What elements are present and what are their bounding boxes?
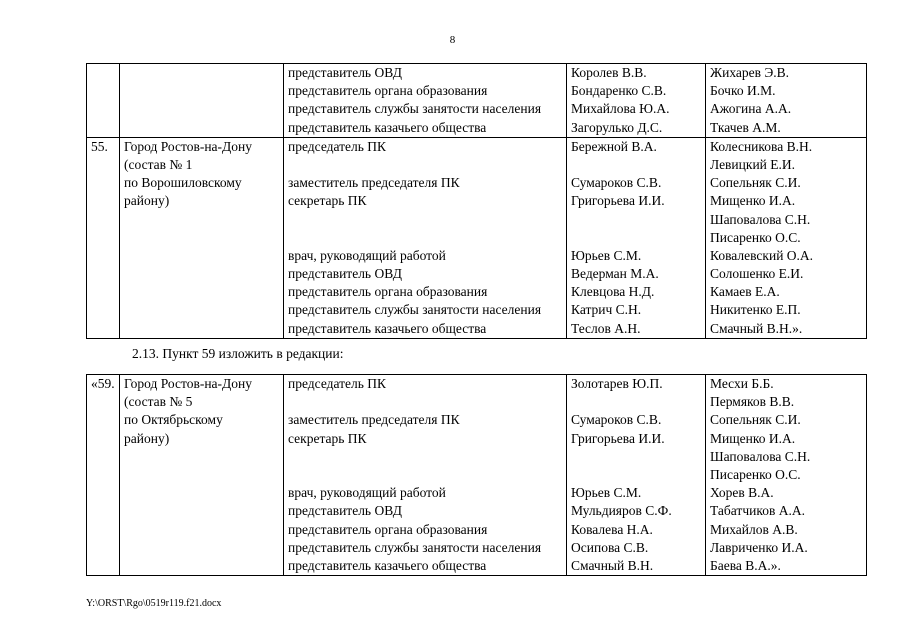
table-row bbox=[87, 137, 867, 338]
reserve-name: Месхи Б.Б. bbox=[710, 376, 774, 391]
role-line: секретарь ПК bbox=[288, 430, 367, 446]
area-line: району) bbox=[124, 193, 170, 209]
roles-cell bbox=[284, 64, 567, 138]
row-number: 55. bbox=[91, 138, 108, 154]
member-name: Осипова С.В. bbox=[571, 539, 649, 555]
row-number-cell bbox=[87, 64, 120, 138]
reserve-names-cell bbox=[706, 375, 867, 576]
area-line: Город Ростов-на-Дону bbox=[124, 138, 252, 154]
member-name: Королев В.В. bbox=[571, 65, 647, 80]
commission-table-bottom bbox=[86, 374, 867, 576]
member-name bbox=[571, 156, 701, 174]
member-name: Сумароков С.В. bbox=[571, 175, 662, 191]
member-name bbox=[571, 229, 701, 247]
roles-cell bbox=[284, 375, 567, 576]
reserve-name: Михайлов А.В. bbox=[710, 521, 798, 537]
member-name: Загорулько Д.С. bbox=[571, 119, 663, 135]
role-line: председатель ПК bbox=[288, 138, 387, 154]
role-line bbox=[288, 393, 562, 411]
reserve-name: Пермяков В.В. bbox=[710, 394, 795, 410]
member-name: Мульдияров С.Ф. bbox=[571, 503, 672, 519]
member-name: Ведерман М.А. bbox=[571, 266, 659, 282]
reserve-name: Жихарев Э.В. bbox=[710, 65, 790, 80]
reserve-name: Солошенко Е.И. bbox=[710, 266, 804, 282]
reserve-name: Писаренко О.С. bbox=[710, 229, 801, 245]
role-line bbox=[288, 211, 562, 229]
reserve-name: Ткачев А.М. bbox=[710, 119, 781, 135]
reserve-name: Бочко И.М. bbox=[710, 83, 776, 99]
commission-table-top bbox=[86, 63, 867, 339]
area-line: Город Ростов-на-Дону bbox=[124, 376, 252, 391]
member-name: Катрич С.Н. bbox=[571, 302, 642, 318]
role-line: представитель службы занятости населения bbox=[288, 101, 542, 117]
member-name bbox=[571, 211, 701, 229]
role-line: представитель органа образования bbox=[288, 521, 488, 537]
member-name: Бондаренко С.В. bbox=[571, 83, 667, 99]
member-name: Юрьев С.М. bbox=[571, 247, 642, 263]
role-line bbox=[288, 229, 562, 247]
reserve-name: Колесникова В.Н. bbox=[710, 138, 813, 154]
role-line: представитель службы занятости населения bbox=[288, 302, 542, 318]
role-line: председатель ПК bbox=[288, 376, 387, 391]
role-line: заместитель председателя ПК bbox=[288, 175, 460, 191]
reserve-name: Ковалевский О.А. bbox=[710, 247, 814, 263]
role-line: представитель казачьего общества bbox=[288, 119, 487, 135]
row-number: «59. bbox=[91, 376, 115, 391]
reserve-name: Хорев В.А. bbox=[710, 485, 774, 501]
reserve-name: Сопельняк С.И. bbox=[710, 175, 801, 191]
reserve-name: Баева В.А.». bbox=[710, 557, 781, 573]
role-line: представитель органа образования bbox=[288, 284, 488, 300]
member-name: Сумароков С.В. bbox=[571, 412, 662, 428]
role-line: врач, руководящий работой bbox=[288, 247, 446, 263]
reserve-name: Смачный В.Н.». bbox=[710, 320, 803, 336]
amendment-paragraph: 2.13. Пункт 59 изложить в редакции: bbox=[132, 346, 344, 361]
member-names-cell bbox=[567, 64, 706, 138]
member-name bbox=[571, 466, 701, 484]
member-name: Михайлова Ю.А. bbox=[571, 101, 670, 117]
reserve-name: Левицкий Е.И. bbox=[710, 156, 796, 172]
table-row bbox=[87, 375, 867, 576]
reserve-name: Мищенко И.А. bbox=[710, 430, 796, 446]
area-line: (состав № 5 bbox=[124, 394, 193, 410]
role-line: представитель ОВД bbox=[288, 65, 402, 80]
reserve-name: Ажогина А.А. bbox=[710, 101, 792, 117]
role-line: представитель ОВД bbox=[288, 266, 402, 282]
reserve-name: Сопельняк С.И. bbox=[710, 412, 801, 428]
reserve-names-cell bbox=[706, 137, 867, 338]
area-line: (состав № 1 bbox=[124, 156, 193, 172]
role-line bbox=[288, 466, 562, 484]
role-line: представитель казачьего общества bbox=[288, 320, 487, 336]
reserve-name: Табатчиков А.А. bbox=[710, 503, 805, 519]
member-name: Теслов А.Н. bbox=[571, 320, 641, 336]
reserve-name: Лавриченко И.А. bbox=[710, 539, 808, 555]
member-name bbox=[571, 448, 701, 466]
area-line: по Октябрьскому bbox=[124, 412, 223, 428]
roles-cell bbox=[284, 137, 567, 338]
role-line: заместитель председателя ПК bbox=[288, 412, 460, 428]
role-line: представитель органа образования bbox=[288, 83, 488, 99]
member-name: Григорьева И.И. bbox=[571, 193, 665, 209]
member-name: Григорьева И.И. bbox=[571, 430, 665, 446]
role-line bbox=[288, 156, 562, 174]
reserve-name: Писаренко О.С. bbox=[710, 466, 801, 482]
member-name bbox=[571, 393, 701, 411]
file-path-footer: Y:\ORST\Rgo\0519r119.f21.docx bbox=[86, 598, 222, 609]
reserve-name: Шаповалова С.Н. bbox=[710, 448, 811, 464]
role-line: представитель ОВД bbox=[288, 503, 402, 519]
role-line: представитель казачьего общества bbox=[288, 557, 487, 573]
member-name: Ковалева Н.А. bbox=[571, 521, 653, 537]
member-name: Золотарев Ю.П. bbox=[571, 376, 663, 391]
area-cell bbox=[120, 137, 284, 338]
area-line: по Ворошиловскому bbox=[124, 175, 242, 191]
reserve-names-cell bbox=[706, 64, 867, 138]
member-names-cell bbox=[567, 137, 706, 338]
member-name: Юрьев С.М. bbox=[571, 485, 642, 501]
member-name: Клевцова Н.Д. bbox=[571, 284, 655, 300]
page-number: 8 bbox=[449, 34, 456, 46]
area-line: району) bbox=[124, 430, 170, 446]
reserve-name: Шаповалова С.Н. bbox=[710, 211, 811, 227]
role-line: секретарь ПК bbox=[288, 193, 367, 209]
row-number-cell bbox=[87, 375, 120, 576]
area-cell bbox=[120, 64, 284, 138]
row-number-cell bbox=[87, 137, 120, 338]
role-line bbox=[288, 448, 562, 466]
member-names-cell bbox=[567, 375, 706, 576]
reserve-name: Камаев Е.А. bbox=[710, 284, 780, 300]
member-name: Бережной В.А. bbox=[571, 138, 657, 154]
role-line: представитель службы занятости населения bbox=[288, 539, 542, 555]
role-line: врач, руководящий работой bbox=[288, 485, 446, 501]
reserve-name: Никитенко Е.П. bbox=[710, 302, 801, 318]
member-name: Смачный В.Н. bbox=[571, 557, 654, 573]
area-cell bbox=[120, 375, 284, 576]
reserve-name: Мищенко И.А. bbox=[710, 193, 796, 209]
table-row bbox=[87, 64, 867, 138]
